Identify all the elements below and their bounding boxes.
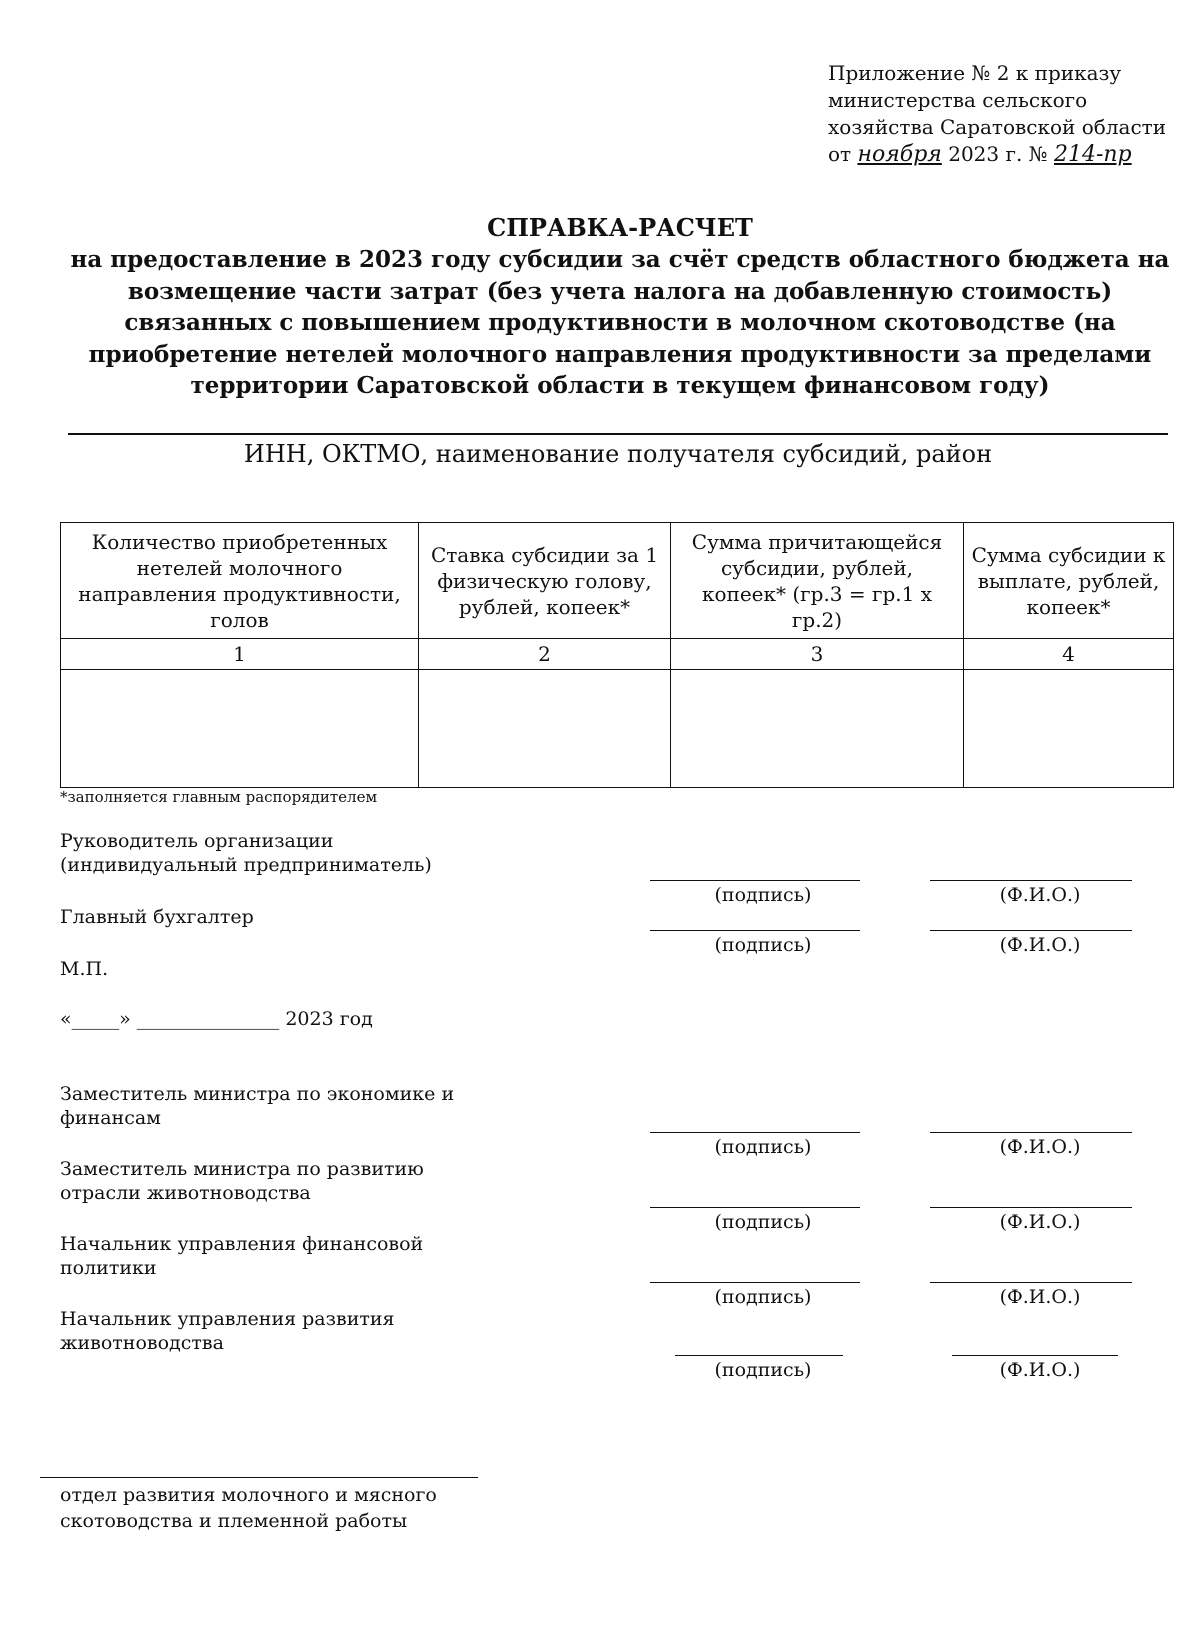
livestock-development-label — [60, 1307, 395, 1355]
accountant-signature-line[interactable] — [650, 930, 860, 931]
cell-subsidy-due[interactable] — [671, 670, 964, 788]
head-label — [60, 829, 432, 877]
head-name-caption: (Ф.И.О.) — [999, 884, 1081, 906]
head-label-line-2: (индивидуальный предприниматель) — [60, 854, 432, 876]
column-number-4: 4 — [964, 639, 1174, 670]
recipient-caption: ИНН, ОКТМО, наименование получателя субсидий, район — [243, 440, 993, 468]
deputy-economics-line-1: Заместитель министра по экономике и — [60, 1083, 455, 1105]
document-title: СПРАВКА-РАСЧЕТ — [487, 213, 753, 242]
financial-policy-line-1: Начальник управления финансовой — [60, 1233, 424, 1255]
stamp-label: М.П. — [60, 958, 109, 980]
chief-accountant-label: Главный бухгалтер — [60, 906, 254, 928]
financial-policy-line-2: политики — [60, 1257, 157, 1279]
header-subsidy-payable: Сумма субсидии к выплате, рублей, копеек* — [964, 523, 1174, 639]
department-rule — [40, 1477, 478, 1478]
livestock-development-line-1: Начальник управления развития — [60, 1308, 395, 1330]
deputy-livestock-name-caption: (Ф.И.О.) — [999, 1211, 1081, 1233]
deputy-livestock-name-line[interactable] — [930, 1207, 1132, 1208]
appendix-year-number-label: 2023 г. № — [948, 142, 1048, 166]
cell-heifers-count[interactable] — [61, 670, 419, 788]
deputy-livestock-line-2: отрасли животноводства — [60, 1182, 311, 1204]
deputy-livestock-label — [60, 1157, 424, 1205]
handwritten-date: ноября — [857, 142, 942, 167]
column-number-1: 1 — [61, 639, 419, 670]
accountant-name-line[interactable] — [930, 930, 1132, 931]
head-signature-line[interactable] — [650, 880, 860, 881]
financial-policy-signature-line[interactable] — [650, 1282, 860, 1283]
livestock-development-name-line[interactable] — [952, 1355, 1118, 1356]
appendix-line-1: Приложение № 2 к приказу — [828, 61, 1122, 85]
livestock-development-name-caption: (Ф.И.О.) — [999, 1359, 1081, 1381]
accountant-name-caption: (Ф.И.О.) — [999, 934, 1081, 956]
header-subsidy-rate: Ставка субсидии за 1 физическую голову, рублей, копеек* — [419, 523, 671, 639]
appendix-line-3: хозяйства Саратовской области — [828, 115, 1167, 139]
deputy-economics-name-line[interactable] — [930, 1132, 1132, 1133]
appendix-line-2: министерства сельского — [828, 88, 1088, 112]
deputy-economics-line-2: финансам — [60, 1107, 161, 1129]
department-block — [60, 1482, 437, 1534]
appendix-line-4 — [828, 141, 1188, 168]
livestock-development-signature-caption: (подпись) — [714, 1359, 812, 1381]
deputy-economics-label — [60, 1082, 454, 1130]
head-label-line-1: Руководитель организации — [60, 830, 334, 852]
appendix-header — [828, 60, 1188, 168]
department-line-2: скотоводства и племенной работы — [60, 1510, 408, 1532]
cell-subsidy-rate[interactable] — [419, 670, 671, 788]
header-heifers-count: Количество приобретенных нетелей молочного направления продуктивности, голов — [61, 523, 419, 639]
deputy-livestock-line-1: Заместитель министра по развитию — [60, 1158, 424, 1180]
table-number-row — [61, 639, 1174, 670]
column-number-2: 2 — [419, 639, 671, 670]
document-subtitle: на предоставление в 2023 году субсидии за счёт средств областного бюджета на возмещение части затрат (без учета налога на добавленную стоимость) связанных с повышением продуктивности в молочном скотоводстве (на приобретение нетелей молочного направления продуктивности за пределами территории Саратовской области в текущем финансовом году) — [70, 246, 1170, 399]
column-number-3: 3 — [671, 639, 964, 670]
deputy-economics-name-caption: (Ф.И.О.) — [999, 1136, 1081, 1158]
deputy-livestock-signature-caption: (подпись) — [714, 1211, 812, 1233]
table-footnote: *заполняется главным распорядителем — [60, 788, 378, 806]
table-header-row — [61, 523, 1174, 639]
deputy-economics-signature-line[interactable] — [650, 1132, 860, 1133]
document-title-block — [60, 212, 1180, 402]
handwritten-order-number: 214-пр — [1053, 142, 1132, 167]
header-subsidy-due: Сумма причитающейся субсидии, рублей, копеек* (гр.3 = гр.1 х гр.2) — [671, 523, 964, 639]
table-data-row — [61, 670, 1174, 788]
calculation-table — [60, 522, 1174, 788]
recipient-rule — [68, 433, 1168, 435]
deputy-economics-signature-caption: (подпись) — [714, 1136, 812, 1158]
accountant-signature-caption: (подпись) — [714, 934, 812, 956]
appendix-date-prefix: от — [828, 142, 852, 166]
financial-policy-label — [60, 1232, 423, 1280]
financial-policy-name-line[interactable] — [930, 1282, 1132, 1283]
cell-subsidy-payable[interactable] — [964, 670, 1174, 788]
head-signature-caption: (подпись) — [714, 884, 812, 906]
financial-policy-signature-caption: (подпись) — [714, 1286, 812, 1308]
livestock-development-signature-line[interactable] — [675, 1355, 843, 1356]
department-line-1: отдел развития молочного и мясного — [60, 1484, 437, 1506]
head-name-line[interactable] — [930, 880, 1132, 881]
livestock-development-line-2: животноводства — [60, 1332, 224, 1354]
date-line: «_____» _______________ 2023 год — [60, 1008, 373, 1030]
deputy-livestock-signature-line[interactable] — [650, 1207, 860, 1208]
financial-policy-name-caption: (Ф.И.О.) — [999, 1286, 1081, 1308]
